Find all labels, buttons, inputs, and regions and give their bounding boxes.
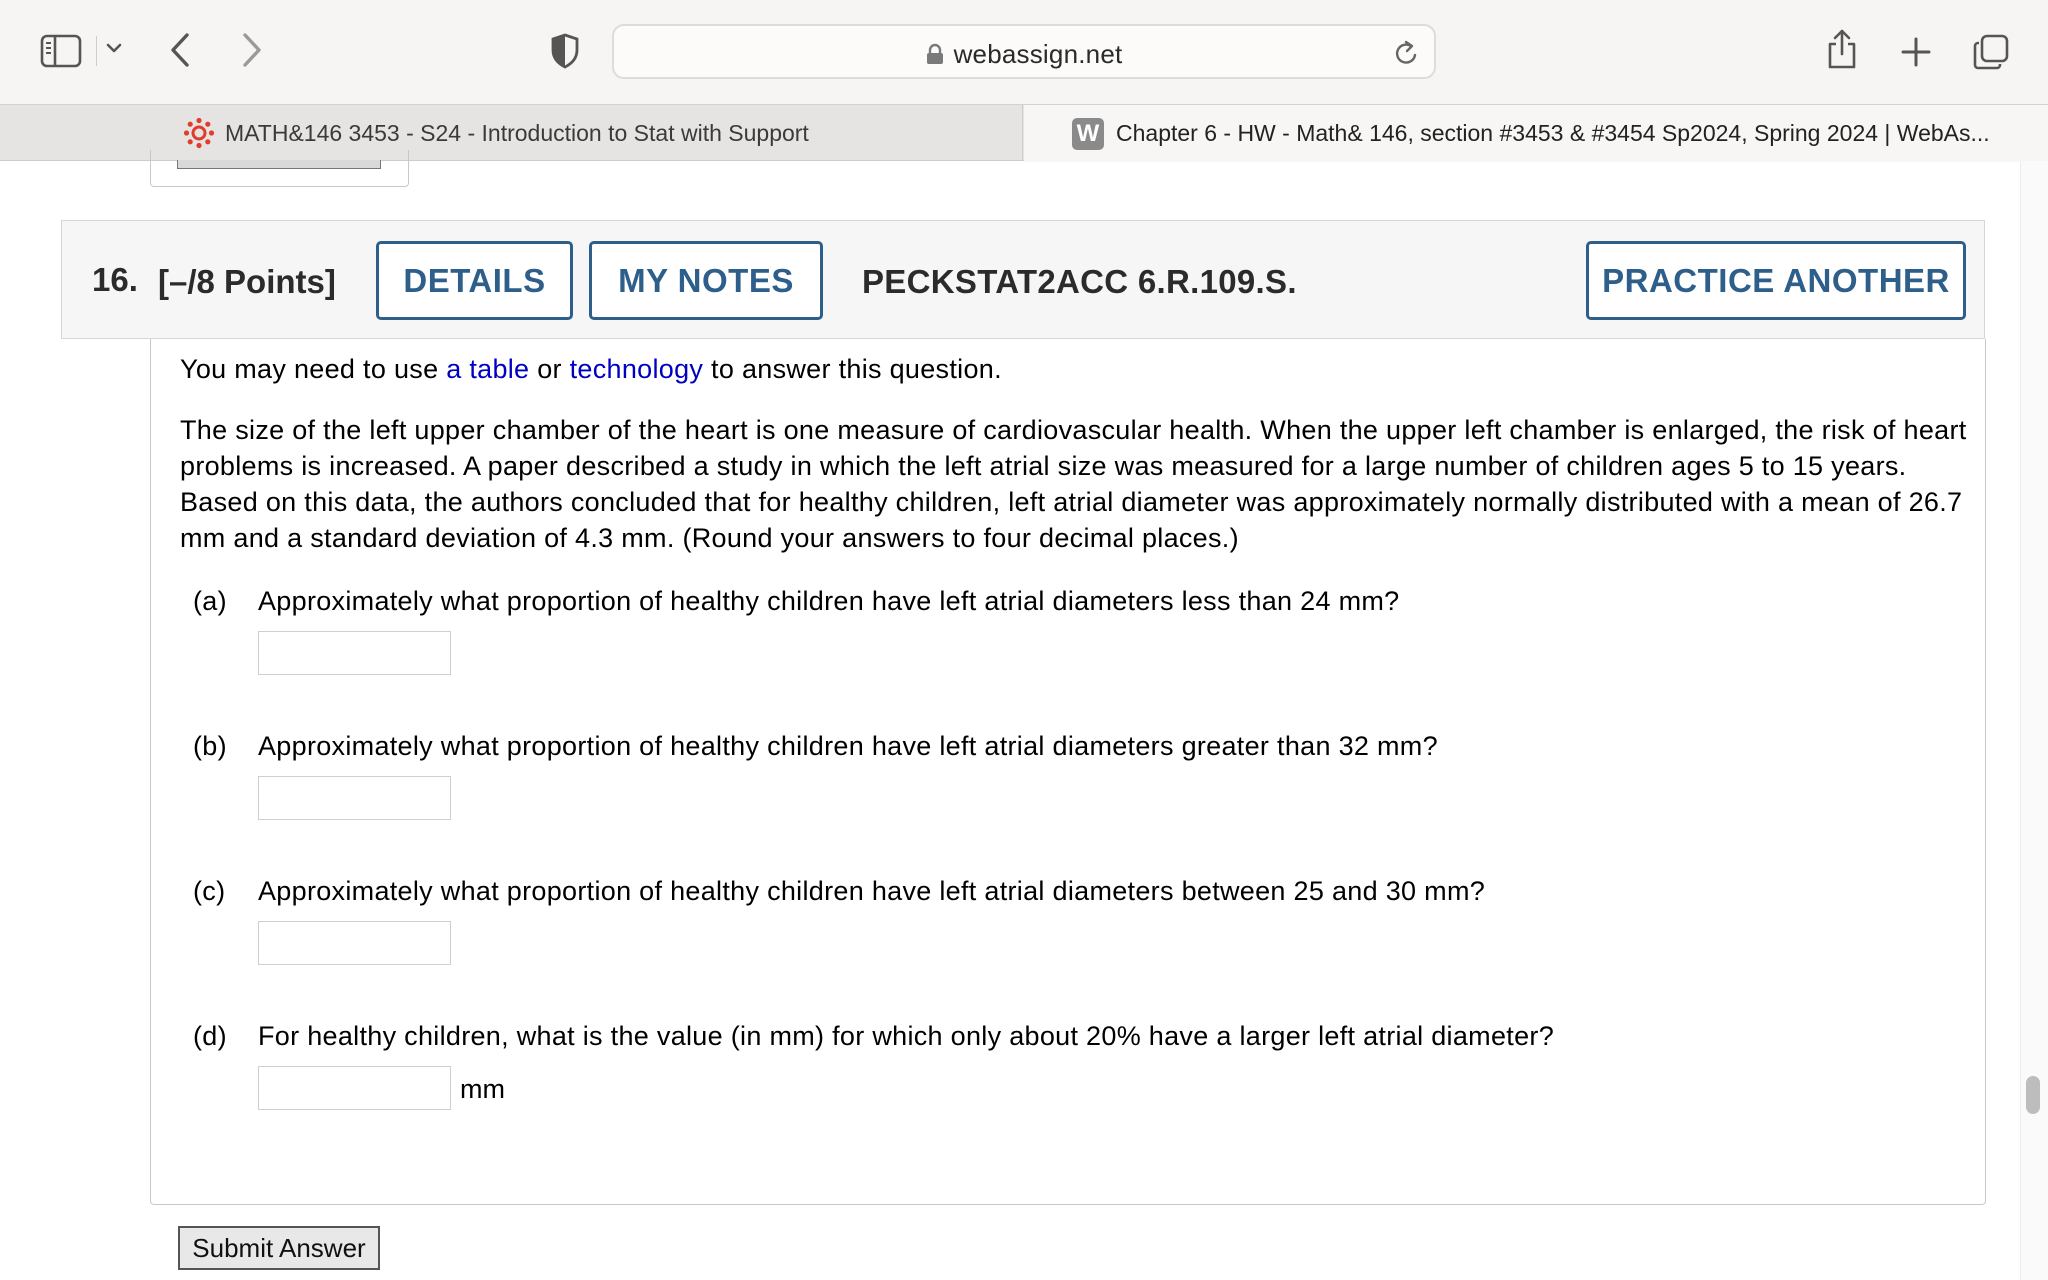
part-a-label: (a) (193, 586, 227, 616)
webassign-logo-icon: W (1072, 118, 1104, 150)
question-number: 16. (92, 261, 138, 298)
resource-note-text: to answer this question. (711, 354, 1002, 384)
details-button[interactable]: DETAILS (376, 241, 573, 320)
canvas-logo-icon (183, 117, 215, 149)
practice-another-button[interactable]: PRACTICE ANOTHER (1586, 241, 1966, 320)
question-id: PECKSTAT2ACC 6.R.109.S. (862, 263, 1297, 300)
technology-link[interactable]: technology (569, 354, 704, 384)
browser-toolbar (0, 0, 2048, 104)
share-icon[interactable] (1826, 28, 1858, 70)
question-header (61, 220, 1985, 339)
question-stem: The size of the left upper chamber of the heart is one measure of cardiovascular health. When the upper left chamber is enlarged, the risk of heart problems is increased. A paper described a study in which the left atrial size was measured for a large number of children ages 5 to 15 years. Based on this data, the authors concluded that for healthy children, left atrial diameter was approximately normally distributed with a mean of 26.7 mm and a standard deviation of 4.3 mm. (Round your answers to four decimal places.) (180, 415, 1967, 553)
part-c-question: Approximately what proportion of healthy children have left atrial diameters between 25 and 30 mm? (258, 876, 1486, 906)
scrollbar-thumb[interactable] (2026, 1076, 2040, 1114)
resource-note-text: You may need to use (180, 354, 439, 384)
privacy-shield-icon[interactable] (550, 33, 580, 69)
part-d-question: For healthy children, what is the value (in mm) for which only about 20% have a larger left atrial diameter? (258, 1021, 1555, 1051)
tab-webassign-homework[interactable] (1024, 105, 2048, 162)
submit-answer-button[interactable]: Submit Answer (178, 1226, 380, 1270)
resource-note-text: or (537, 354, 562, 384)
part-d-answer-input[interactable] (258, 1066, 451, 1110)
back-arrow-icon[interactable] (168, 32, 192, 68)
previous-submit-button-edge[interactable] (177, 160, 381, 169)
my-notes-button[interactable]: MY NOTES (589, 241, 823, 320)
table-link[interactable]: a table (446, 354, 530, 384)
resource-note (180, 352, 1002, 386)
address-bar[interactable] (612, 24, 1436, 79)
url-text: webassign.net (953, 39, 1123, 69)
toolbar-divider (96, 36, 97, 66)
part-d-unit: mm (460, 1074, 505, 1104)
forward-arrow-icon[interactable] (240, 32, 264, 68)
part-a-answer-input[interactable] (258, 631, 451, 675)
part-b-answer-input[interactable] (258, 776, 451, 820)
tab-label: Chapter 6 - HW - Math& 146, section #3453 & #3454 Sp2024, Spring 2024 | WebAs... (1116, 120, 1990, 146)
part-b-question: Approximately what proportion of healthy children have left atrial diameters greater than 32 mm? (258, 731, 1438, 761)
chevron-down-icon[interactable] (106, 42, 122, 54)
part-b-label: (b) (193, 731, 227, 761)
tab-overview-icon[interactable] (1972, 33, 2010, 71)
previous-question-footer (150, 150, 409, 187)
part-a-question: Approximately what proportion of healthy children have left atrial diameters less than 24 mm? (258, 586, 1400, 616)
part-c-label: (c) (193, 876, 226, 906)
lock-icon (926, 41, 944, 72)
new-tab-plus-icon[interactable] (1900, 36, 1932, 68)
reload-icon[interactable] (1394, 39, 1420, 72)
tab-label: MATH&146 3453 - S24 - Introduction to Stat with Support (225, 119, 809, 146)
sidebar-toggle-icon[interactable] (40, 34, 82, 68)
question-points: [–/8 Points] (158, 263, 336, 300)
part-c-answer-input[interactable] (258, 921, 451, 965)
part-d-label: (d) (193, 1021, 227, 1051)
